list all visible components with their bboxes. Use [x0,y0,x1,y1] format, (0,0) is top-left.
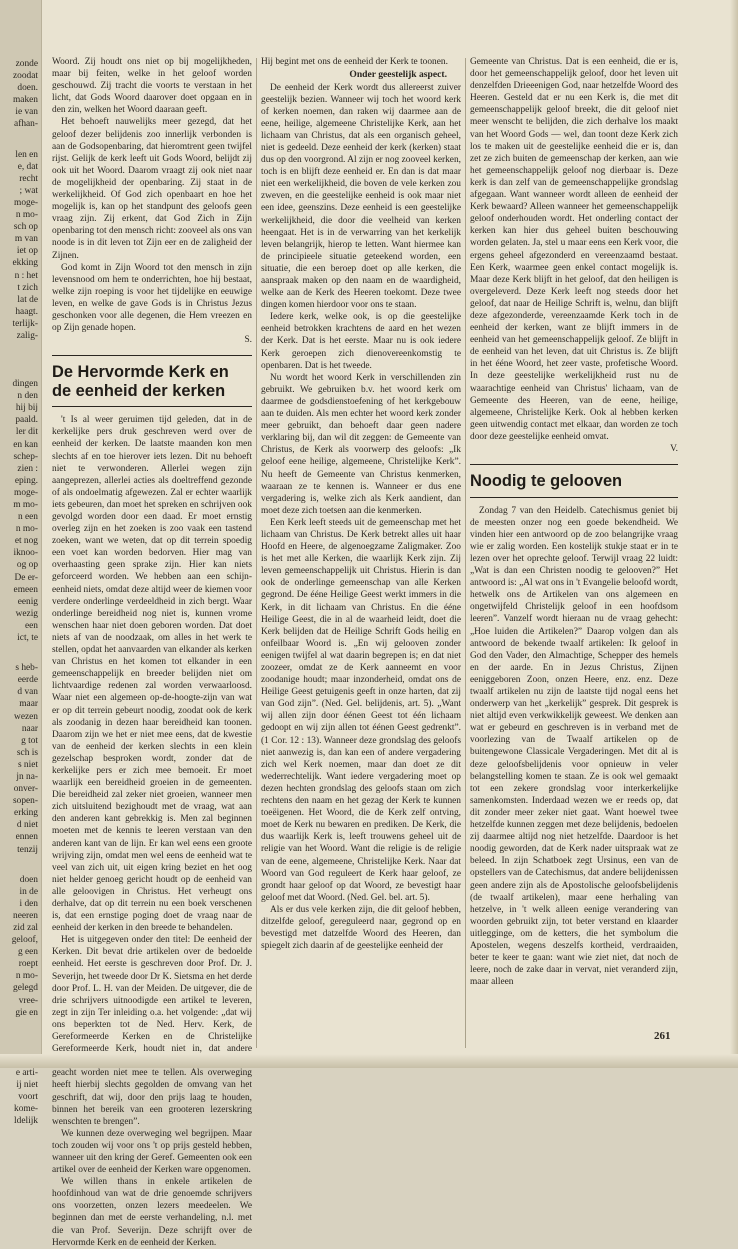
article-title: Noodig te gelooven [470,472,623,491]
gutter-text-fragment: naar [21,723,38,734]
column-3 [470,56,678,1056]
page-number: 261 [654,1030,671,1042]
gutter-text-fragment: onver- [13,784,38,795]
body-paragraph: We kunnen deze overweging wel begrijpen. Maar toch zouden wij voor ons 't op prijs gesteld hebben, wanneer uit den kring der Geref. Gemeenten ook een artikel over de eenheid der Kerken ware opgenomen. [52,1128,252,1176]
gutter-text-fragment: en kan [13,439,38,450]
section-divider [470,464,678,465]
gutter-text-fragment: n den [17,391,38,402]
gutter-text-fragment: gie en [15,1007,38,1018]
gutter-text-fragment: schep- [13,451,38,462]
gutter-text-fragment: een [24,620,38,631]
section-divider [52,355,252,356]
gutter-text-fragment: dingen [12,379,38,390]
previous-page-fragment [0,0,42,1127]
gutter-text-fragment: roept [18,959,38,970]
gutter-text-fragment: g een [17,947,38,958]
body-paragraph: Woord. Zij houdt ons niet op bij mogelijkheden, maar bij feiten, welke in het geloof worden geschouwd. Zij tracht die voorts te verstaan in het licht, dat Gods Woord daarover doet opgaan en in den zin, welken het Woord daaraan geeft. [52,57,252,116]
gutter-text-fragment [0,856,41,874]
gutter-text-fragment: hij bij [15,403,38,414]
gutter-text-fragment: i den [19,898,38,909]
gutter-text-fragment: ; wat [19,185,38,196]
gutter-text-fragment: sopen- [13,796,38,807]
gutter-text-fragment: moge- [14,487,38,498]
gutter-text-fragment: eerde [17,675,38,686]
body-paragraph: Als er dus vele kerken zijn, die dit geloof hebben, ditzelfde geloof, gereguleerd naar, gegrond op en bevestigd met datzelfde Woord des Heeren, dan spiegelt zich daarin af de geestelijke eenheid der [261,904,461,952]
gutter-text-fragment: zoodat [13,71,38,82]
gutter-text-fragment: doen. [17,83,38,94]
gutter-text-fragment: ij niet [16,1079,38,1090]
gutter-text-fragment: d niet [16,820,38,831]
body-paragraph: Een Kerk leeft steeds uit de gemeenschap met het lichaam van Christus. De Kerk betrekt alles uit haar Hoofd en Heere, de algenoegzame Zaligmaker. Zoo is het met alle Kerken, die waarlijk Kerk zijn. Zij leven gemeenschappelijk uit Christus. Hierin is dan ook de onderlinge gemeenschap van alle Kerken gegrond. De ééne Heilige Geest werkt immers in die Kerk, in dit lichaam van Christus. En die ééne Heilige Geest, die in al de waarheid leidt, doet die Kerk belijden dat de Heilige Schrift Gods heilig en onfeilbaar Woord is. „En wij gelooven zonder eenigen twijfel al wat daarin begrepen is; en dat niet zoozeer, omdat ze de Kerk aanneemt en voor zoodanige houdt; maar inzonderheid, omdat ons de Heilige Geest getuigenis geeft in onze harten, dat zij van God zijn”. (Ned. Gel. belijdenis, art. 5). „Want wij allen zijn door éénen Geest tot één lichaam gedoopt en wij zijn allen tot éénen Geest gedrenkt”. (1 Cor. 12 : 13). Wanneer deze grondslag des geloofs niet aanwezig is, dan kan een of andere vergadering zich wel Kerk noemen, maar dan doet ze dit wederrechtelijk. Want iedere vergadering moet op dezen hechten grondslag des geloofs staan om zich rechtens den naam en het gezag der Kerk te kunnen toeëigenen. Het Woord, die de Kerk zelf ontving, moet de Kerk nu bewaren en prediken. De Kerk, die dus waarlijk Kerk is, leeft trouwens geheel uit de religie van het Woord. Want die religie is de religie van de eene, algemeene, Christelijke Kerk. Naar dat Woord van God reguleert de Kerk haar geloof, ze grondt haar geloof op dat Woord, ze bevestigt haar geloof met dat Woord. (Ned. Gel. bel. art. 5). [261,517,461,903]
body-paragraph: Het behoeft nauwelijks meer gezegd, dat het geloof dezer belijdenis zoo innerlijk verbonden is aan de Godsopenbaring, dat hieromtrent geen twijfel rijst. Gelijk de kerk leeft uit Gods Woord, belijdt zij ook uit het Woord. Daarom vraagt zij ook niet naar de mogelijkheid der openbaring. Zij staat in de werkelijkheid. Of God zich openbaart en hoe het mogelijk is, kan op het standpunt des geloofs geen vraag zijn. Zij erkent, dat God Zich in Zijn openbaring tot den mensch richt: zooveel als ons van noode is in dit leven tot Zijn eer en de zaligheid der Zijnen. [52,117,252,261]
gutter-text-fragment: De er- [14,572,38,583]
gutter-text-fragment: moge- [14,197,38,208]
body-paragraph: 't Is al weer geruimen tijd geleden, dat in de kerkelijke pers druk geschreven werd over de eenheid der kerken. De laatste maanden kon men slechts af en toe hierover iets lezen. Dit nu behoeft niet te verwonderen. Allerlei wegen zijn aangeprezen, allerlei acties als doeltreffend gezonde of als ondoelmatig afgewezen. Zal er echter waarlijk iets gebeuren, dan moet het spreken en schrijven ook gevolgd worden door een daad. Er moet ernstig overleg zijn en het zoeken is zoo vaak een tastend zoeken, want we weten, dat op dit terrein spoedig een voet kan worden bedorven. Hier mag van overhaasting geen sprake zijn. Hier kan niets geforceerd worden. We hebben aan een schijn-eenheid niets, omdat deze altijd weer de kiemen voor verdere onderlinge verdeeldheid in zich bergt. Waar onderlinge bereidheid nog niet is, kunnen vrome wenschen haar niet doen geboren worden. Dat doet niets af van de noodzaak, om alles in het werk te stellen, opdat het aanvaarden van elkander als kerken van Christus en het komen tot elkander in een gemeenschappelijk en breeder belijden niet om lichtvaardige redenen zal worden verwaarloosd. Waar niet een algemeen op-de-hoogte-zijn van wat er op dit terrein gebeurt noodig, zoodat ook de kerk als zoodanig in dezen haar bereidheid kan toonen. Daarom zijn we het er niet mee eens, dat de kwestie van de eenheid der kerken slechts in een klein gezelschap besproken wordt, zonder dat de kerkelijke pers er zich mee bemoeit. Er moet waarlijk een bereidheid groeien in de gemeenten. Die bereidheid zal zeker niet groeien, wanneer men zich uitsluitend bezighoudt met de vraag, wat aan den anderen kant gebrekkig is. Men zal beginnen moeten met de kennis te leeren verstaan van den anderen kant van de lijn. Er kan wel eens een groote wrijving zijn, omdat men wel eens de eenheid wat te veel van zich uit, uit eigen kring beziet en het oog niet helder genoeg gericht houdt op de eenheid van alle geloovigen in Christus. Het verheugt ons derhalve, dat op dit terrein nu een boek verschenen is, dat een ernstige poging doet de vraag naar de eenheid der kerken in den breede te behandelen. [52,415,252,934]
gutter-text-fragment: neeren [13,910,38,921]
gutter-text-fragment: doen [19,874,38,885]
gutter-text-fragment: zid zal [13,923,38,933]
body-paragraph: Iedere kerk, welke ook, is op die geestelijke eenheid betrokken krachtens de aard en het wezen der Kerk. Dat is het eerste. Maar nu is ook iedere Kerk geroepen zich dienovereenkomstig te openbaren. Dat is het tweede. [261,312,461,371]
gutter-text-fragment: d van [17,687,38,698]
gutter-text-fragment: in de [19,886,38,897]
gutter-text-fragment: gelegd [13,983,38,994]
gutter-text-fragment [0,644,41,662]
gutter-text-fragment: ekking [12,258,38,269]
gutter-text-fragment [0,360,41,378]
gutter-text-fragment: t zich [17,282,38,293]
gutter-text-fragment: m van [14,234,38,245]
gutter-text-fragment: sch is [16,747,38,758]
gutter-text-fragment: recht [19,173,38,184]
body-paragraph: Zondag 7 van den Heidelb. Catechismus geniet bij de meesten onzer nog een goede bekendheid. We vinden hier een antwoord op de zoo belangrijke vraag wie er zalig worden. Een kostelijk stukje staat er in te lezen over het oprechte geloof. Terwijl vraag 22 luidt: „Wat is dan een Christen noodig te gelooven?” Het antwoord is: „Al wat ons in 't Evangelie beloofd wordt, hetwelk ons de Artikelen van ons algemeen en ongetwijfeld Christelijk geloof in een hoofdsom leeren”. Vanzelf wordt hieraan nu de vraag gehecht: „Hoe luiden die Artikelen?” Daarop volgen dan als antwoord de bekende twaalf artikelen: Ik geloof in God den Vader, den Almachtige, Schepper des hemels en der aarde. En in Jezus Christus, Zijnen eeniggeboren Zoon, onzen Heere, enz. enz. Deze twaalf artikelen nu zijn de laatste tijd nogal eens het onderwerp van het „kerkelijk” gesprek. Dit gesprek is niet altijd even verkwikkelijk geweest. We denken aan wat er gebeurd en geschreven is in verband met de voorlezing van de Twaalf artikelen op de buitengewone Classicale Vergaderingen. Met dit al is deze geloofsbelijdenis voor opnieuw in veler belangstelling komen te staan. Ze is ook wel gemaakt tot een zekere grondslag voor interkerkelijke samenkomsten. Inderdaad wezen we er reeds op, dat dit zonder meer zeker niet gaat. Want hoewel twee hetzelfde kunnen zeggen met deze belijdenis, bedoelen zij daarmee altijd nog niet hetzelfde. Daardoor is het noodig geworden, dat de Kerk nader uitspraak wat ze beleed. In zijn Schatboek zegt Ursinus, een van de opstellers van de Catechismus, dat andere belijdenissen geen andere zijn als de Apostolische geloofsbelijdenis (de twaalf artikelen), maar eene herhaling van hetzelve, in 't welk alleen eenige verandering van woorden gebruikt zijn, tot beter verstand en klaarder uitlegginge, om de ketters, die het symbolum die Apostelen, wegens deszelfs kortheid, verdraaiden, beter te keer te gaan: want wie ziet niet, dat noch de leere, noch de zake daar in vervat, niet veranderd zijn, maar alleen [470,505,679,988]
gutter-text-fragment: ennen [15,832,38,843]
article-title: De Hervormde Kerk en de eenheid der kerken [52,363,229,400]
gutter-text-fragment: s niet [17,759,38,770]
column-2 [261,56,461,1056]
gutter-text-fragment: len en [15,149,38,160]
gutter-text-fragment [0,1019,41,1037]
gutter-text-fragment: terlijk- [12,318,38,329]
gutter-text-fragment: haagt. [15,306,38,317]
body-paragraph: We willen thans in enkele artikelen de hoofdinhoud van wat de drie genoemde schrijvers ons voorzetten, onzen lezers meedeelen. We beginnen dan met de eerste verhandeling, n.l. met die van Prof. Severijn. Deze schrijft over de Hervormde Kerk en de eenheid der Kerken. [52,1177,252,1248]
body-paragraph: Nu wordt het woord Kerk in verschillenden zin gebruikt. We gebruiken b.v. het woord kerk om daarmee de godsdienstoefening of het kerkgebouw aan te duiden. Als men echter het woord kerk zonder meer gebruikt, dan behoeft daar geen nadere verklaring bij, dan wil dit zeggen: de Gemeente van Christus, de Kerk als voorwerp des geloofs: „Ik geloof eene heilige, algemeene, Christelijke Kerk”. Nu heeft de Gemeente van Christus kenmerken, waaraan ze te kennen is. Wanneer er dus ene vergadering is, welke zich als Kerk aandient, dan moet deze zich toetsen aan die kenmerken. [261,372,461,516]
page-edge-shadow [730,0,738,1068]
gutter-text-fragment: afhan- [14,119,38,130]
gutter-text-fragment [0,131,41,149]
gutter-text-fragment: geloof, [11,935,38,946]
gutter-text-fragment: wezig [15,608,38,619]
gutter-text-fragment: e, dat [17,161,38,172]
gutter-text-fragment: jn na- [16,771,38,782]
body-paragraph: De eenheid der Kerk wordt dus allereerst zuiver geestelijk bezien. Wanneer wij toch het woord kerk of kerken noemen, dan raken wij daarmee aan de eene, heilige, algemeene Christelijke Kerk, aan het lichaam van Christus, dat als een organisch geheel, niet is gedeeld. Deze eenheid der kerk (kerken) staat dus op den voorgrond. Al zijn er nog zooveel kerken, toch is en blijft deze eenheid er. En dan is dat maar niet een werkelijkheid, die boven de vele kerken zou zweven, en die geestelijke eenheid is ook maar niet een idee, geenszins. Deze eenheid is een geestelijke werkelijkheid, die door die veelheid van kerken heengaat. Het is in de verwarring van het kerkelijk leven belangrijk, hierop te letten. Want hiermee kan de principieele situatie geteekend worden, een situatie, die een beroep doet op alle kerken, die aanspraak maken op den naam en de waardigheid, welke aan de Kerk des Heeren toekomt. Deze twee dingen komen hierdoor voor ons te staan. [261,82,461,311]
gutter-text-fragment: maar [19,699,38,710]
gutter-text-fragment: sch op [13,222,38,233]
body-paragraph: Het is uitgegeven onder den titel: De eenheid der Kerken. Dit bevat drie artikelen over de bedoelde eenheid. Het eerste is geschreven door Prof. Dr. J. Severijn, het tweede door Dr K. Sietsma en het derde door Prof. L. H. van der Meiden. De uitgever, die de drie schrijvers uitnoodigde een artikel te leveren, zegt in zijn Ter inleiding o.a. het volgende: „dat wij ons beperkten tot de Ned. Herv. Kerk, de Gereformeerde Kerken en de Christelijke Gereformeerde Kerk, houdt niet in, dat andere geacht worden niet mee te tellen. Als overweging heeft hierbij slechts gegolden de omvang van het geschrift, dat wij, door den prijs laag te houden, binnen het bereik van een grooteren lezerskring wenschten te brengen”. [52,935,252,1127]
title-underline [52,406,252,407]
gutter-text-fragment: maken [13,95,38,106]
gutter-text-fragment: ldelijk [14,1116,38,1127]
gutter-text-fragment: kome- [14,1104,38,1115]
gutter-text-fragment: tenzij [17,844,38,855]
body-paragraph: God komt in Zijn Woord tot den mensch in zijn levensnood om hem te onderrichten, hoe hij bestaat, welke zijn roeping is voor het tijdelijke en eeuwige leven, en welke de gave Gods is in Christus Jezus geschonken voor alle degenen, die Hem vreezen en op Zijn genade hopen. [52,262,252,334]
gutter-text-fragment: e arti- [15,1067,38,1078]
body-paragraph: Gemeente van Christus. Dat is een eenheid, die er is, door het gemeenschappelijk geloof, door het leven uit denzelfden Drieeenigen God, naar hetzelfde Woord des Heeren. Gesteld dat er nu een Kerk is, die met dit gemeenschappelijk geloof breekt, die dit geloof niet meer wenscht te belijden, die zich derhalve los maakt van het Woord Gods — wel, dan toont deze Kerk zich los te maken uit de geestelijke eenheid die er is, dan zet ze zich buiten de gemeenschap der kerken, aan wie het gemeenschappelijk geloof nog dierbaar is. Deze kerk is dan zelf van de gemeenschappelijke grondslag afgegaan. Want wanneer wordt alleen de eenheid der Kerk bewaard? Alleen wanneer het gemeenschappelijk geloof onderhouden wordt. Het onderling contact der kerken kan hier dus geheel buiten beschouwing worden gelaten. Ja, stel u maar eens een Kerk voor, die ergens geheel afgezonderd en vereenzaamd bestaat. Een Kerk, waarmee geen enkel contact mogelijk is. Maar deze Kerk blijft in het geloof, dat den heiligen is overgeleverd. Deze Kerk leeft nog steeds door het geloof, dat naar de Heilige Schrift is, welnu, dan blijft deze afgezonderde, vereenzaamde Kerk toch in de eenheid der kerken, want ze blijft immers in de eenheid van het gemeenschappelijk geloof. Ze blijft in de eenheid van het leven, dat uit Christus is. Ze blijft in het ééne Woord, het zeer vaste, profetische Woord. In deze geestelijke werkelijkheid rust nu de waarachtige eenheid van Christus' lichaam, van de Gemeente des Heeren, van de eene, heilige, algemeene, Christelijke Kerk. Ook al hebben kerken geen uitwendig contact met elkaar, dan worden ze toch door deze geestelijke eenheid omvat. [470,57,678,442]
gutter-text-fragment: n een [17,512,38,523]
gutter-text-fragment: emeen [13,584,38,595]
gutter-text-fragment: og op [16,560,38,571]
page-edge-shadow [0,1054,738,1068]
gutter-text-fragment: eping. [14,475,38,486]
gutter-text-fragment: erking [14,808,38,819]
gutter-text-fragment: iet op [16,246,38,257]
gutter-text-fragment: eenig [17,596,38,607]
author-signature: V. [670,444,678,454]
gutter-text-fragment [0,1037,41,1055]
author-signature: S. [244,335,252,346]
gutter-text-fragment: ler dit [15,427,38,438]
body-paragraph: Hij begint met ons de eenheid der Kerk te toonen. [261,57,448,67]
gutter-text-fragment: s heb- [15,663,38,674]
gutter-text-fragment: zalig- [16,330,38,341]
section-subheading: Onder geestelijk aspect. [349,69,447,81]
gutter-text-fragment: ie van [15,107,38,118]
gutter-text-fragment: zonde [15,59,38,69]
gutter-text-fragment: paald. [15,415,38,426]
gutter-text-fragment: n : het [14,270,38,281]
title-underline [470,497,678,498]
gutter-text-fragment: ict, te [17,633,38,644]
gutter-text-fragment: zien : [17,463,38,474]
gutter-text-fragment: m mo- [13,500,38,510]
gutter-text-fragment: et nog [14,536,38,547]
column-divider [465,58,466,1048]
gutter-text-fragment: n mo- [15,971,38,982]
gutter-text-fragment: lat de [17,294,38,305]
gutter-text-fragment: n mo- [15,210,38,221]
gutter-text-fragment: g tot [21,735,38,746]
column-1 [52,56,252,1248]
gutter-text-fragment: wezen [14,711,38,722]
gutter-text-fragment [0,342,41,360]
gutter-text-fragment: vree- [18,995,38,1006]
gutter-text-fragment: iknoo- [13,548,38,559]
gutter-text-fragment: voort [18,1092,38,1103]
column-divider [256,58,257,1048]
gutter-text-fragment: n mo- [15,524,38,535]
